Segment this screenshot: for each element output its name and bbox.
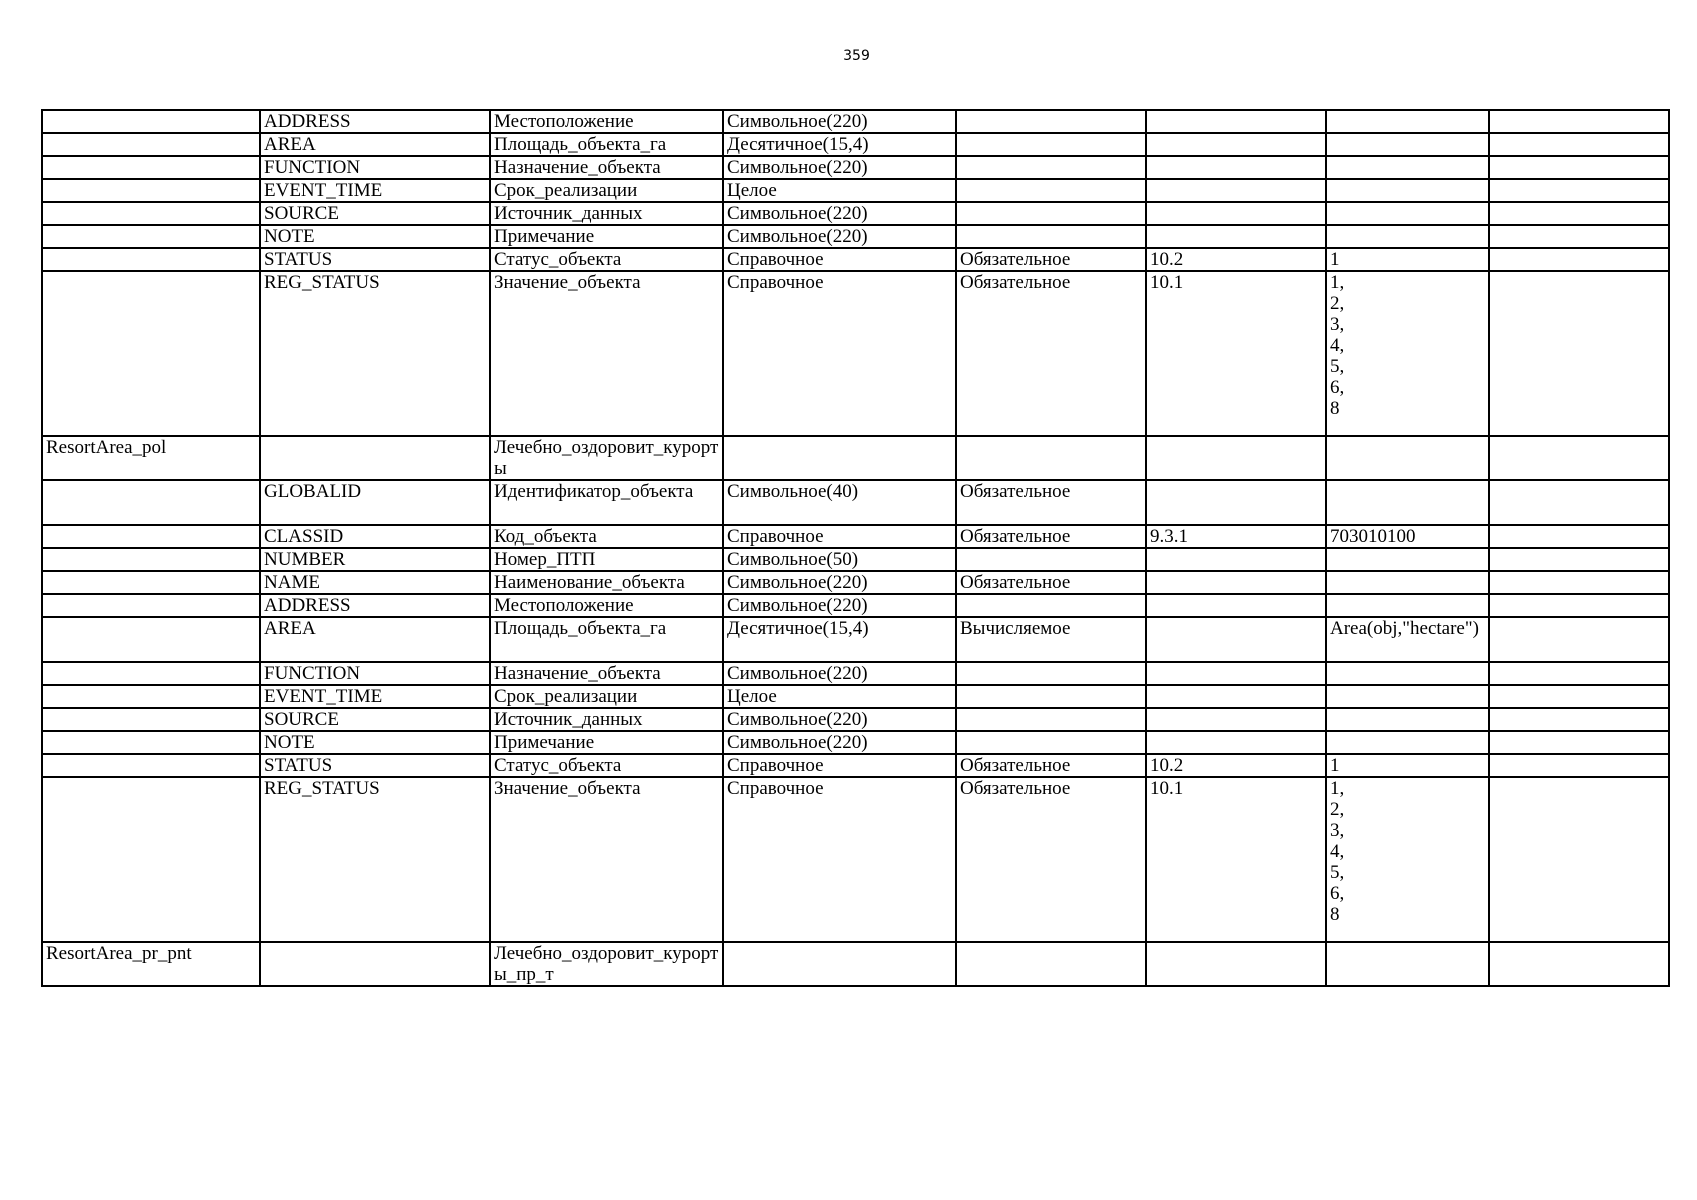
layer-name-cell [42, 248, 260, 271]
value-cell [1326, 571, 1489, 594]
data-type-cell: Символьное(50) [723, 548, 956, 571]
reference-cell: 10.2 [1146, 754, 1326, 777]
field-alias-cell: Источник_данных [490, 708, 723, 731]
data-type-cell: Десятичное(15,4) [723, 133, 956, 156]
layer-name-cell: ResortArea_pr_pnt [42, 942, 260, 986]
field-name-cell: NOTE [260, 731, 490, 754]
layer-row [42, 436, 1669, 480]
layer-name-cell [42, 271, 260, 436]
note-cell [1489, 942, 1669, 986]
data-type-cell: Справочное [723, 777, 956, 942]
reference-cell [1146, 685, 1326, 708]
data-type-cell: Целое [723, 685, 956, 708]
field-name-cell: CLASSID [260, 525, 490, 548]
table-row [42, 156, 1669, 179]
field-alias-cell: Примечание [490, 731, 723, 754]
table-row [42, 248, 1669, 271]
requirement-cell [956, 133, 1146, 156]
table-row [42, 525, 1669, 548]
layer-name-cell [42, 480, 260, 525]
value-cell [1326, 436, 1489, 480]
value-cell: Area(obj,"hectare") [1326, 617, 1489, 662]
data-type-cell [723, 436, 956, 480]
note-cell [1489, 594, 1669, 617]
field-alias-cell: Местоположение [490, 110, 723, 133]
table-row [42, 110, 1669, 133]
field-alias-cell: Идентификатор_объекта [490, 480, 723, 525]
note-cell [1489, 525, 1669, 548]
requirement-cell: Обязательное [956, 754, 1146, 777]
data-type-cell: Символьное(220) [723, 662, 956, 685]
page-number: 359 [843, 48, 870, 64]
requirement-cell [956, 548, 1146, 571]
table-row [42, 617, 1669, 662]
value-cell [1326, 156, 1489, 179]
data-type-cell: Символьное(40) [723, 480, 956, 525]
layer-name-cell [42, 777, 260, 942]
reference-cell [1146, 571, 1326, 594]
note-cell [1489, 754, 1669, 777]
requirement-cell [956, 179, 1146, 202]
field-alias-cell: Срок_реализации [490, 179, 723, 202]
layer-name-cell [42, 685, 260, 708]
value-cell: 1 [1326, 754, 1489, 777]
value-cell [1326, 685, 1489, 708]
value-cell [1326, 708, 1489, 731]
requirement-cell [956, 202, 1146, 225]
field-alias-cell: Примечание [490, 225, 723, 248]
value-cell: 703010100 [1326, 525, 1489, 548]
table-row [42, 731, 1669, 754]
reference-cell [1146, 156, 1326, 179]
data-type-cell: Символьное(220) [723, 156, 956, 179]
field-alias-cell: Лечебно_оздоровит_курорты_пр_т [490, 942, 723, 986]
value-cell [1326, 662, 1489, 685]
requirement-cell: Обязательное [956, 480, 1146, 525]
field-name-cell: STATUS [260, 754, 490, 777]
note-cell [1489, 110, 1669, 133]
layer-name-cell [42, 708, 260, 731]
field-name-cell: FUNCTION [260, 662, 490, 685]
field-alias-cell: Код_объекта [490, 525, 723, 548]
note-cell [1489, 436, 1669, 480]
data-type-cell: Справочное [723, 248, 956, 271]
field-name-cell: EVENT_TIME [260, 179, 490, 202]
reference-cell [1146, 202, 1326, 225]
field-alias-cell: Статус_объекта [490, 248, 723, 271]
layer-name-cell [42, 110, 260, 133]
note-cell [1489, 202, 1669, 225]
reference-cell [1146, 179, 1326, 202]
field-alias-cell: Срок_реализации [490, 685, 723, 708]
reference-cell [1146, 942, 1326, 986]
layer-name-cell [42, 617, 260, 662]
table-row [42, 571, 1669, 594]
data-type-cell: Целое [723, 179, 956, 202]
layer-name-cell: ResortArea_pol [42, 436, 260, 480]
value-cell [1326, 942, 1489, 986]
layer-name-cell [42, 133, 260, 156]
requirement-cell [956, 110, 1146, 133]
field-alias-cell: Значение_объекта [490, 271, 723, 436]
field-name-cell: AREA [260, 133, 490, 156]
reference-cell: 10.1 [1146, 777, 1326, 942]
layer-name-cell [42, 594, 260, 617]
layer-name-cell [42, 225, 260, 248]
table-row [42, 777, 1669, 942]
layer-name-cell [42, 571, 260, 594]
field-name-cell [260, 942, 490, 986]
layer-name-cell [42, 156, 260, 179]
data-type-cell: Десятичное(15,4) [723, 617, 956, 662]
field-name-cell: SOURCE [260, 202, 490, 225]
value-cell [1326, 110, 1489, 133]
requirement-cell: Обязательное [956, 248, 1146, 271]
note-cell [1489, 731, 1669, 754]
data-type-cell: Символьное(220) [723, 708, 956, 731]
note-cell [1489, 271, 1669, 436]
layer-name-cell [42, 754, 260, 777]
reference-cell [1146, 617, 1326, 662]
field-alias-cell: Статус_объекта [490, 754, 723, 777]
table-row [42, 271, 1669, 436]
field-alias-cell: Назначение_объекта [490, 156, 723, 179]
field-name-cell: EVENT_TIME [260, 685, 490, 708]
reference-cell [1146, 480, 1326, 525]
data-type-cell [723, 942, 956, 986]
requirement-cell [956, 708, 1146, 731]
value-cell [1326, 225, 1489, 248]
table-row [42, 685, 1669, 708]
requirement-cell [956, 594, 1146, 617]
requirement-cell [956, 156, 1146, 179]
data-type-cell: Справочное [723, 754, 956, 777]
note-cell [1489, 708, 1669, 731]
value-cell [1326, 179, 1489, 202]
reference-cell [1146, 708, 1326, 731]
reference-cell [1146, 225, 1326, 248]
note-cell [1489, 685, 1669, 708]
value-cell [1326, 133, 1489, 156]
field-alias-cell: Значение_объекта [490, 777, 723, 942]
value-cell: 1, 2, 3, 4, 5, 6, 8 [1326, 777, 1489, 942]
table-row [42, 202, 1669, 225]
note-cell [1489, 156, 1669, 179]
field-alias-cell: Площадь_объекта_га [490, 133, 723, 156]
field-alias-cell: Назначение_объекта [490, 662, 723, 685]
field-name-cell: FUNCTION [260, 156, 490, 179]
requirement-cell [956, 662, 1146, 685]
table-row [42, 225, 1669, 248]
field-name-cell: AREA [260, 617, 490, 662]
data-type-cell: Символьное(220) [723, 731, 956, 754]
field-name-cell: REG_STATUS [260, 777, 490, 942]
reference-cell [1146, 110, 1326, 133]
layer-name-cell [42, 662, 260, 685]
attribute-table [41, 109, 1670, 987]
requirement-cell [956, 685, 1146, 708]
field-name-cell: SOURCE [260, 708, 490, 731]
reference-cell [1146, 662, 1326, 685]
table-row [42, 548, 1669, 571]
layer-name-cell [42, 731, 260, 754]
field-name-cell: ADDRESS [260, 594, 490, 617]
field-alias-cell: Наименование_объекта [490, 571, 723, 594]
layer-name-cell [42, 548, 260, 571]
reference-cell: 10.2 [1146, 248, 1326, 271]
requirement-cell [956, 942, 1146, 986]
requirement-cell: Обязательное [956, 777, 1146, 942]
reference-cell: 10.1 [1146, 271, 1326, 436]
layer-name-cell [42, 179, 260, 202]
table-body [42, 110, 1669, 986]
field-name-cell: NOTE [260, 225, 490, 248]
requirement-cell [956, 225, 1146, 248]
field-name-cell: GLOBALID [260, 480, 490, 525]
requirement-cell [956, 731, 1146, 754]
reference-cell: 9.3.1 [1146, 525, 1326, 548]
reference-cell [1146, 594, 1326, 617]
layer-name-cell [42, 525, 260, 548]
requirement-cell: Обязательное [956, 571, 1146, 594]
note-cell [1489, 179, 1669, 202]
note-cell [1489, 571, 1669, 594]
field-name-cell: REG_STATUS [260, 271, 490, 436]
requirement-cell: Вычисляемое [956, 617, 1146, 662]
note-cell [1489, 617, 1669, 662]
requirement-cell: Обязательное [956, 271, 1146, 436]
reference-cell [1146, 436, 1326, 480]
field-alias-cell: Местоположение [490, 594, 723, 617]
value-cell: 1, 2, 3, 4, 5, 6, 8 [1326, 271, 1489, 436]
field-name-cell: ADDRESS [260, 110, 490, 133]
field-alias-cell: Площадь_объекта_га [490, 617, 723, 662]
field-name-cell: NUMBER [260, 548, 490, 571]
value-cell [1326, 548, 1489, 571]
table-row [42, 480, 1669, 525]
table-row [42, 708, 1669, 731]
note-cell [1489, 777, 1669, 942]
reference-cell [1146, 133, 1326, 156]
note-cell [1489, 480, 1669, 525]
requirement-cell [956, 436, 1146, 480]
table-row [42, 754, 1669, 777]
note-cell [1489, 133, 1669, 156]
reference-cell [1146, 548, 1326, 571]
note-cell [1489, 225, 1669, 248]
value-cell [1326, 202, 1489, 225]
table-row [42, 594, 1669, 617]
note-cell [1489, 548, 1669, 571]
data-type-cell: Символьное(220) [723, 594, 956, 617]
data-type-cell: Символьное(220) [723, 110, 956, 133]
layer-row [42, 942, 1669, 986]
field-name-cell: STATUS [260, 248, 490, 271]
table-row [42, 133, 1669, 156]
table-row [42, 179, 1669, 202]
field-name-cell [260, 436, 490, 480]
note-cell [1489, 662, 1669, 685]
reference-cell [1146, 731, 1326, 754]
data-type-cell: Символьное(220) [723, 202, 956, 225]
table-row [42, 662, 1669, 685]
note-cell [1489, 248, 1669, 271]
value-cell [1326, 731, 1489, 754]
field-alias-cell: Лечебно_оздоровит_курорты [490, 436, 723, 480]
value-cell [1326, 480, 1489, 525]
data-type-cell: Символьное(220) [723, 571, 956, 594]
value-cell [1326, 594, 1489, 617]
value-cell: 1 [1326, 248, 1489, 271]
data-type-cell: Символьное(220) [723, 225, 956, 248]
data-type-cell: Справочное [723, 271, 956, 436]
field-alias-cell: Источник_данных [490, 202, 723, 225]
data-type-cell: Справочное [723, 525, 956, 548]
requirement-cell: Обязательное [956, 525, 1146, 548]
field-alias-cell: Номер_ПТП [490, 548, 723, 571]
layer-name-cell [42, 202, 260, 225]
field-name-cell: NAME [260, 571, 490, 594]
